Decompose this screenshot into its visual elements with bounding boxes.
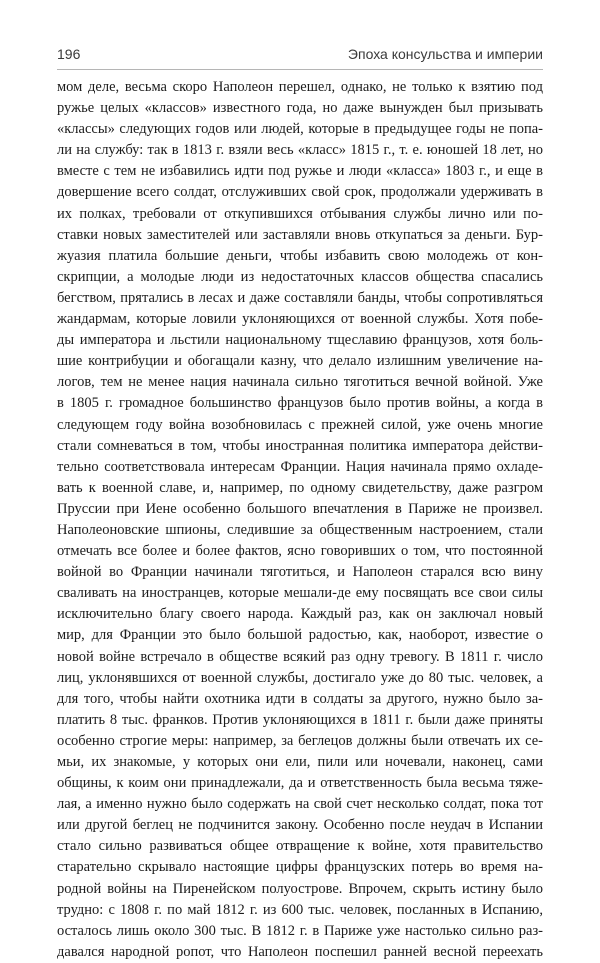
text-line: ли на службу: так в 1813 г. взяли весь «класс» 1815 г., т. е. юношей 18 лет, но [57, 142, 543, 159]
text-line: мьи, их знакомые, у которых они ели, пили или ночевали, наконец, сами [57, 754, 543, 770]
text-line: новой войне встречало в обществе всякий раз одну тревогу. В 1811 г. число [57, 648, 543, 665]
text-line: в 1805 г. громадное большинство французов было против войны, а когда в [57, 395, 543, 412]
text-line: Пруссии при Иене особенно большого впечатления в Париже не произвел. [57, 500, 543, 517]
text-line: тельно соответствовала интересам Франции. Нация начинала прямо охладе- [57, 458, 543, 475]
text-line: трудно: с 1808 г. по май 1812 г. из 600 тыс. человек, посланных в Испанию, [57, 901, 543, 918]
text-line: стали сомневаться в том, чтобы иностранная политика императора действи- [57, 437, 543, 454]
text-line: шие контрибуции и обогащали казну, что делало излишним увеличение на- [57, 353, 543, 370]
text-line: Наполеоновские шпионы, следившие за общественным настроением, стали [57, 521, 543, 538]
text-line: скрипции, а молодые люди из недостаточных классов общества спасались [57, 268, 543, 285]
running-title: Эпоха консульства и империи [347, 46, 543, 62]
text-line: или другой беглец не подчинится закону. Особенно после неудач в Испании [57, 817, 543, 834]
text-line: логов, тем не менее нация начинала сильно тяготиться вечной войной. Уже [57, 374, 543, 391]
text-line: их полках, требовали от откупившихся отбывания службы лично или по- [57, 205, 543, 222]
text-line: лая, а именно нужно было содержать на свой счет несколько солдат, пока тот [57, 796, 543, 813]
text-line: вместе с тем не избавились идти под ружье и люди «класса» 1803 г., и еще в [57, 163, 543, 180]
text-line: «классы» следующих годов или людей, которые в предыдущее годы не попа- [57, 121, 543, 138]
text-line: довершение всего солдат, отслуживших свой срок, продолжали удерживать в [57, 184, 543, 201]
text-line: сваливать на иностранцев, которые мешали-де ему посвящать все свои силы [57, 585, 543, 602]
text-line: осталось лишь около 300 тыс. В 1812 г. в Париже уже настолько сильно раз- [57, 922, 543, 939]
text-line: следующем году война возобновилась с прежней силой, уже очень многие [57, 416, 543, 433]
text-line: для того, чтобы найти охотника идти в солдаты за другого, нужно было за- [57, 690, 543, 707]
text-line: давался народной ропот, что Наполеон поспешил ранней весной переехать [57, 943, 543, 960]
text-line: жуазия платила большие деньги, чтобы избавить свою молодежь от кон- [57, 247, 543, 264]
page-header [57, 44, 543, 66]
text-line: платить 8 тыс. франков. Против уклоняющихся в 1811 г. были даже приняты [57, 711, 543, 728]
text-line: старательно скрывало настоящие цифры французских потерь во время на- [57, 859, 543, 876]
text-line: ружье целых «классов» известного года, но даже вынужден был призывать [57, 100, 543, 117]
page-number: 196 [57, 46, 81, 62]
text-line: стало сильно развиваться общее отвращение к войне, хотя правительство [57, 838, 543, 855]
text-line: ды императора и льстили национальному тщеславию французов, хотя боль- [57, 332, 543, 349]
text-line: мир, для Франции это было большой радостью, как, наоборот, известие о [57, 627, 543, 644]
text-line: войной во Франции начинали тяготиться, и Наполеон старался всю вину [57, 564, 543, 581]
text-line: родной войны на Пиренейском полуострове. Впрочем, скрыть истину было [57, 880, 543, 897]
body-text [57, 77, 543, 963]
text-line: вать к военной славе, и, например, по одному свидетельству, даже разгром [57, 479, 543, 496]
text-line: исключительно благу своего народа. Каждый раз, как он заключал новый [57, 606, 543, 623]
text-line: жандармам, которые ловили уклоняющихся от военной службы. Хотя побе- [57, 311, 543, 328]
text-line: общины, к коим они принадлежали, да и ответственность была весьма тяже- [57, 775, 543, 792]
header-divider [57, 69, 543, 70]
text-line: лиц, уклонявшихся от военной службы, достигало уже до 80 тыс. человек, а [57, 669, 543, 686]
text-line: ставки новых заместителей или заставляли вновь откупаться за деньги. Бур- [57, 226, 543, 243]
text-line: мом деле, весьма скоро Наполеон перешел, однако, не только к взятию под [57, 79, 543, 95]
text-line: особенно строгие меры: например, за беглецов должны были отвечать их се- [57, 732, 543, 749]
text-line: бегством, прятались в лесах и даже составляли банды, чтобы сопротивляться [57, 289, 543, 306]
text-line: отмечать все более и более фактов, ясно говоривших о том, что постоянной [57, 543, 543, 560]
